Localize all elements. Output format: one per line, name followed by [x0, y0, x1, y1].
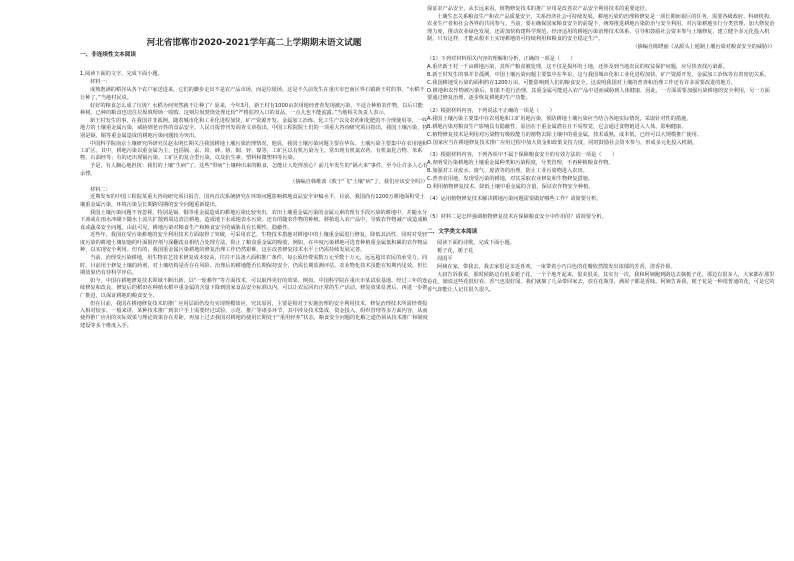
- option-a: A.重庆新王村一千亩耕地污染，其所产粮食被处理，这不仅是损坏的土地，还涉及到当地农民的权益保护问题，应尽快查找污染源。: [427, 64, 728, 71]
- poem-author: 周国平: [437, 255, 453, 262]
- paragraph: 大叔告诉我说，那时候路边有很多栀子花，一个个地开起来，很美很美。其实有一次，我和阿姨跑到路边去摘栀子花，那边有很多人，大家都在那里看花，她说这些花很好看，香气也很好闻，我们就摘了几朵带回家去，放在花瓶里，满屋子都是香味。阿姨告诉我，栀子花是一种很普通的花，可是它的香气却能让人记住很久很久。: [427, 271, 775, 293]
- question-1-stem: （1）下列对材料相关内容的理解和分析，正确的一项是（ ）: [427, 56, 576, 63]
- section-heading-2: 二、文学类文本阅读: [427, 228, 478, 235]
- option-a: A.查明受污染耕地的土壤重金属种类和污染程度，分类管理，不再种植粮食作物。: [427, 159, 614, 166]
- poem-title: 栀子花，栀子花: [437, 248, 474, 255]
- right-column: [427, 6, 775, 295]
- option-d: D.国家应当在耕地修复技术推广应用过程中加大资金和政策支持力度，同时鼓励社会资本参与，形成多元化投入机制。: [427, 139, 698, 146]
- paragraph: 好好的粮食怎么成了垃圾？水稻为何突然就不让种了？原来，今年3月，新王村有1000亩农用地经普查发现被污染，不适合种植农作物，以后只能种树。已种的粮食也送往垃圾填埋场一收购。这则垃圾焚烧处理比较“严格监控入口的食品，一点儿也不能流露。”当地相关负责人表示。: [80, 102, 423, 116]
- section-heading-1: 一、非连续性文本阅读: [80, 52, 136, 58]
- paragraph: 但在目前，我国在耕地修复技术的推广应用层面仍没有实现规模效应，究其原因，主要是相对于实施治理的安全利用技术，修复治理技术所需经费投入相对较多。一般来讲，某种技术推广到农户手上需要经过试验、示范、推广等诸多环节，其中涉及技术集成、资金投入、组织管理等多方面内容，从而使得推广应用的实际效果与理论效果存在差距。再加上过去我国对耕地的使用长期处于“重用轻养”状态，粮食安全问题的化解之道仍须从技术推广和制度建设等多个维度入手。: [80, 300, 428, 329]
- source-citation: （摘编自陈晓丽《从源头上遏制土壤污染对粮食安全的威胁》）: [632, 44, 775, 51]
- paragraph: 阿姨在家，带我去，我去家很是亲近喜欢。一束带着小巧白色的花瓣依然散发出浓郁的芳香，清香扑鼻。: [437, 263, 676, 270]
- paragraph: 成熟饱满的稻谷从各个农户家送进来，它们的脚步走出不是农产品市场，而是垃圾场。这是不久前发生在重庆市巴南区界石镇新王村的事。“水稻不让种了，”当地村民说。: [80, 87, 425, 101]
- paragraph: 中国科学院南京土壤研究所研究员赵永明长期关注我国耕地土壤污染治理情况，他说，我国土壤污染问题主要在华东、土壤污染主要集中在农用地和工矿区。其中，耕地污染以重金属为主，包括镉、汞、铅、砷、铬、铜、锌、镍等，工矿区以有机污染为主，常出现有机氯农药、有机氯化合物、苯系物、石油烃等；有的还出现镉污染。工矿区的复合型污染，以及抗生素、塑料和微塑料等污染。: [80, 140, 428, 162]
- paragraph: 新王村发生的事，在我国并非孤例。随着城市化和工业化进程加快，矿产资源开发、金属加工冶炼、化工生产以及农药和化肥的不合理使用等，一些地方的土壤重金属污染，威胁到老百姓的食品安全。人民日报曾刊发调查文章指出，中国工程院院士们的一项重大咨询研究项目指出，我国土壤污染，特别是镉、铜等重金属造成的耕地污染问题较为突出。: [80, 117, 428, 139]
- paragraph: 保证农产品安全，从长远来看，植物修复技术的推广应用是改善农产品安全利用技术的重要途径。: [427, 6, 651, 12]
- paragraph: 如今，中国在耕地修复技术领域不断出新，以“一轮耕作”等方面技术，可以取得更好的效果。例如，中国科学院在重庆市某试验基地，经过三年的连续修复和改良，修复后的稻田在种植水稻中重金属的含量下降到国家食品安全标准以内，可以让农民回归正常的生产活动。修复效果显著后，再进一步推广推进，以保证耕地的粮食安全。: [80, 277, 428, 299]
- paragraph: 近些年，我国在受污染耕地的安全利用技术方面取得了突破，可采用农艺、生物技术措施对耕地中的土壤重金属进行修复，降低其活性，同时对受轻度污染的耕地土壤加施的叶面阻控剂与深翻改良相结合处理方法，阻止了粮食重金属的吸收，例如，在中度污染耕地可选育种植重金属低积累的农作物品种，以实现安全利用。但有的，我国重金属污染耕地的修复治理工作仍然艰难，这在改善修复技术水平上仍需持续发展完善。: [80, 232, 428, 254]
- paragraph: 土壤生态关系粮食生产和农产品质量安全，关系经济社会可持续发展，耕地污染的治理和修复是一项长期而艰巨的任务，需要各级政府、科研机构、农业生产者和社会各界的共同参与。当前，要在确保国家粮食安全的前提下，统筹推进耕地污染防治与安全利用，对污染耕地实行分类管理，加大修复治理力度，推动农业绿色发展，还需加快构建科学规范、经济适用的耕地污染治理技术体系，引导和鼓励社会资本参与土壤修复，建立健全多元化投入机制。只有这样，才能从根本上实现耕地的可持续利用和粮食的安全稳定生产。: [427, 13, 775, 43]
- paragraph: 近期发布的中国工程院某重大咨询研究项目报告，国内首次系统研究在环境问题影响耕地食品安全审稿水平，目前，我国尚有1200万耕地面积受土壤重金属污染，环境污染呈长期跨周期的安全问题重新提出。: [80, 194, 425, 208]
- question-4-stem: （4）运用植物修复技术解决耕地污染问题需要做好哪些工作？请简要分析。: [427, 195, 602, 202]
- document-title: 河北省邯郸市2020-2021学年高二上学期期末语文试题: [146, 38, 362, 48]
- option-c: C.植物修复技术是利用对污染物有吸收能力的植物去除土壤中的重金属，技术成熟，成本低，已经可以大规模推广使用。: [427, 131, 703, 138]
- question-intro: 1.阅读下面的文字，完成下面小题。: [80, 71, 163, 78]
- option-a: A.我国土壤污染主要集中在农用地和工矿用地污染，预防耕地土壤污染应当结合各地实际情况，采取针对性的措施。: [427, 115, 692, 122]
- paragraph: 我国土壤污染问题不容忽视，特别是镉、铜等重金属造成的耕地污染比较突出。农田土壤重金属污染的金属元素的现有手段污染的耕地中，并随水分下渗或在雨水冲刷下随水土流失扩散到周边清洁耕地，造成地下水或地表水污染。还有的随农作物的种植、移植进入农产品中，导致农作物减产或造成粮食或蔬菜安全问题。由此可见，耕地污染对粮食生产和粮食安全的威胁具有长期性、隐蔽性。: [80, 209, 428, 231]
- option-d: D.利用植物修复技术，降低土壤中重金属的含量，保证农作物安全种植。: [427, 183, 594, 190]
- option-b: B.新王村发生的事并非孤例，中国土壤污染问题主要集中在华东，这与我国城市化和工业化进程加快，矿产资源开发、金属加工冶炼等有着密切关系。: [427, 72, 770, 79]
- paragraph: 当前，治理受污染耕地，用生物农艺技术修复成本较高，往往不具备大面积推广条件，每公顷经费需数万元至数十万元，远远超出农民的承受力。同时，目前用于修复土壤的药剂，对土壤结构是否存在风险、治理后的耕地能否长期保持安全，仍需长期监测评估。农业物化技术虽能在短期内见效，但长期效果仍有待科学评估。: [80, 255, 428, 276]
- option-c: C.普查农用地，发现受污染的耕地，对其采取农业修复和生物修复措施。: [427, 175, 594, 182]
- question-3-stem: （3）根据材料内容，下列各项中不属于保障粮食安全的有效方法的一项是（ ）: [427, 151, 618, 158]
- material-label-2: 材料二：: [90, 186, 111, 193]
- option-b: B.加强对工业废水、废气、废渣等的治理，防止工业污染物进入农田。: [427, 167, 588, 174]
- question-2-stem: （2）根据材料内容，下列说法不正确的一项是（ ）: [427, 107, 555, 114]
- question-intro: 阅读下面的诗歌，完成下面小题。: [437, 240, 515, 247]
- option-b: B.耕地污染对粮食生产影响具有隐蔽性，原因在于重金属潜在且不易察觉，它会通过食物链进入人体，影响健康。: [427, 123, 687, 130]
- source-citation: （摘编自韩维波《救于“飞”土壤“病”了，我们应该安全吗》）: [290, 178, 428, 185]
- option-c: C.我国耕地受污染的面积约在1200万亩，可能影响到人们的粮食安全，这说明我国对土壤的普查和治理工作还有许多需要改进的地方。: [427, 80, 736, 87]
- left-column: [80, 6, 428, 331]
- question-5-stem: （5）材料二是怎样强调植物修复技术在保障粮食安全中作用的？请简要分析。: [427, 213, 607, 220]
- option-d: D.耕地和农作物被污染后，如果不进行治理，其重金属可能进入农产品中进而威胁到人体健康，因此，一方面需要加强污染耕地的安全利用，另一方面要通过修复治理，逐步恢复耕地的生产功能。: [427, 88, 770, 102]
- paragraph: 予是，有人搁心地担扰：我们的土壤“生病”了。这些“带病”土壤种出来的粮食，怎能让人吃得放心？前几年发生的“镉大米”事件，至今让许多人心有余悸。: [80, 163, 428, 177]
- material-label-1: 材料一：: [90, 79, 111, 86]
